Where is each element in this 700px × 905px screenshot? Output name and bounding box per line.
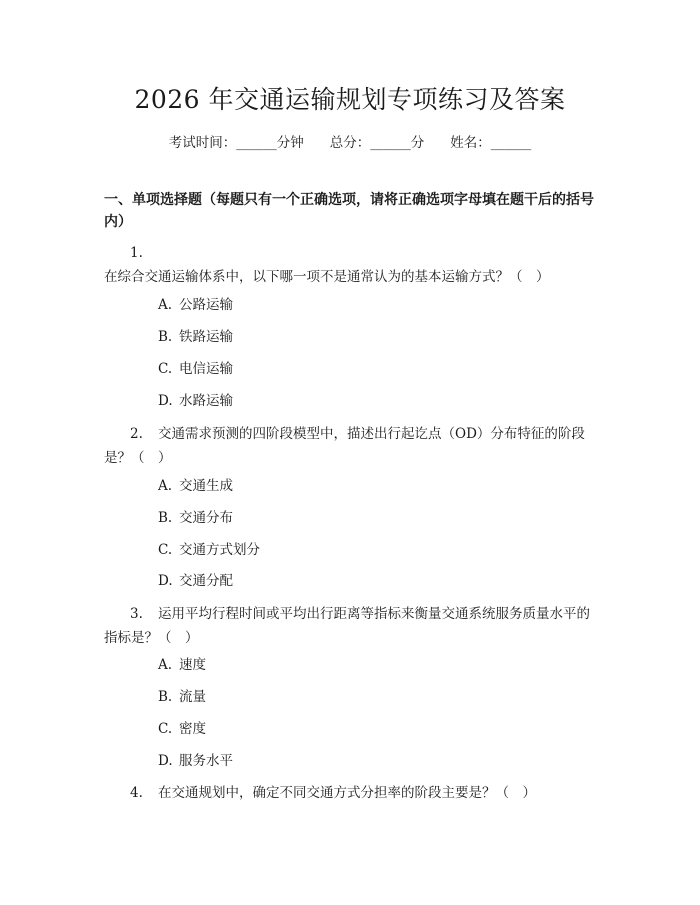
- question-3-option-c: [158, 719, 206, 739]
- option-text: 交通分布: [179, 510, 233, 526]
- question-text: 在综合交通运输体系中，以下哪一项不是通常认为的基本运输方式？（ ）: [104, 269, 550, 285]
- question-2-option-d: [158, 571, 233, 591]
- question-number: 1.: [130, 245, 143, 261]
- option-text: 电信运输: [179, 361, 233, 377]
- option-text: 密度: [179, 721, 206, 737]
- name-field: 姓名：______: [450, 135, 532, 151]
- question-text: 运用平均行程时间或平均出行距离等指标来衡量交通系统服务质量水平的指标是？（ ）: [104, 606, 590, 646]
- option-label: D.: [158, 753, 173, 769]
- section-heading: 一、单项选择题（每题只有一个正确选项，请将正确选项字母填在题干后的括号内）: [104, 192, 594, 230]
- option-text: 公路运输: [179, 297, 233, 313]
- option-label: C.: [158, 361, 173, 377]
- question-number: 3.: [130, 606, 143, 622]
- question-1: [104, 241, 598, 289]
- question-1-option-a: [158, 295, 233, 315]
- option-text: 交通生成: [179, 478, 233, 494]
- option-label: A.: [158, 657, 173, 673]
- option-label: B.: [158, 510, 173, 526]
- option-text: 交通方式划分: [179, 542, 260, 558]
- option-text: 服务水平: [179, 753, 233, 769]
- option-label: C.: [158, 542, 173, 558]
- option-label: C.: [158, 721, 173, 737]
- question-1-option-b: [158, 327, 233, 347]
- option-label: D.: [158, 573, 173, 589]
- question-2-option-b: [158, 508, 233, 528]
- question-2: [104, 422, 598, 470]
- question-2-option-c: [158, 540, 260, 560]
- option-text: 速度: [179, 657, 206, 673]
- option-text: 交通分配: [179, 573, 233, 589]
- option-text: 铁路运输: [179, 329, 233, 345]
- document-title: 2026 年交通运输规划专项练习及答案: [134, 85, 566, 114]
- question-3: [104, 602, 598, 650]
- question-4: [104, 781, 598, 805]
- question-1-option-d: [158, 391, 233, 411]
- question-3-option-b: [158, 687, 206, 707]
- option-label: B.: [158, 329, 173, 345]
- exam-time-field: 考试时间：______分钟: [168, 135, 304, 151]
- option-label: A.: [158, 478, 173, 494]
- exam-info-line: [0, 131, 700, 151]
- question-3-option-a: [158, 655, 206, 675]
- question-text: 交通需求预测的四阶段模型中，描述出行起讫点（OD）分布特征的阶段是？（ ）: [104, 426, 585, 466]
- question-3-option-d: [158, 751, 233, 771]
- option-label: B.: [158, 689, 173, 705]
- question-1-option-c: [158, 359, 233, 379]
- option-label: A.: [158, 297, 173, 313]
- option-text: 流量: [179, 689, 206, 705]
- question-text: 在交通规划中，确定不同交通方式分担率的阶段主要是？（ ）: [158, 785, 536, 801]
- question-2-option-a: [158, 476, 233, 496]
- question-number: 4.: [130, 785, 143, 801]
- option-label: D.: [158, 393, 173, 409]
- option-text: 水路运输: [179, 393, 233, 409]
- question-number: 2.: [130, 426, 143, 442]
- total-score-field: 总分：______分: [329, 135, 425, 151]
